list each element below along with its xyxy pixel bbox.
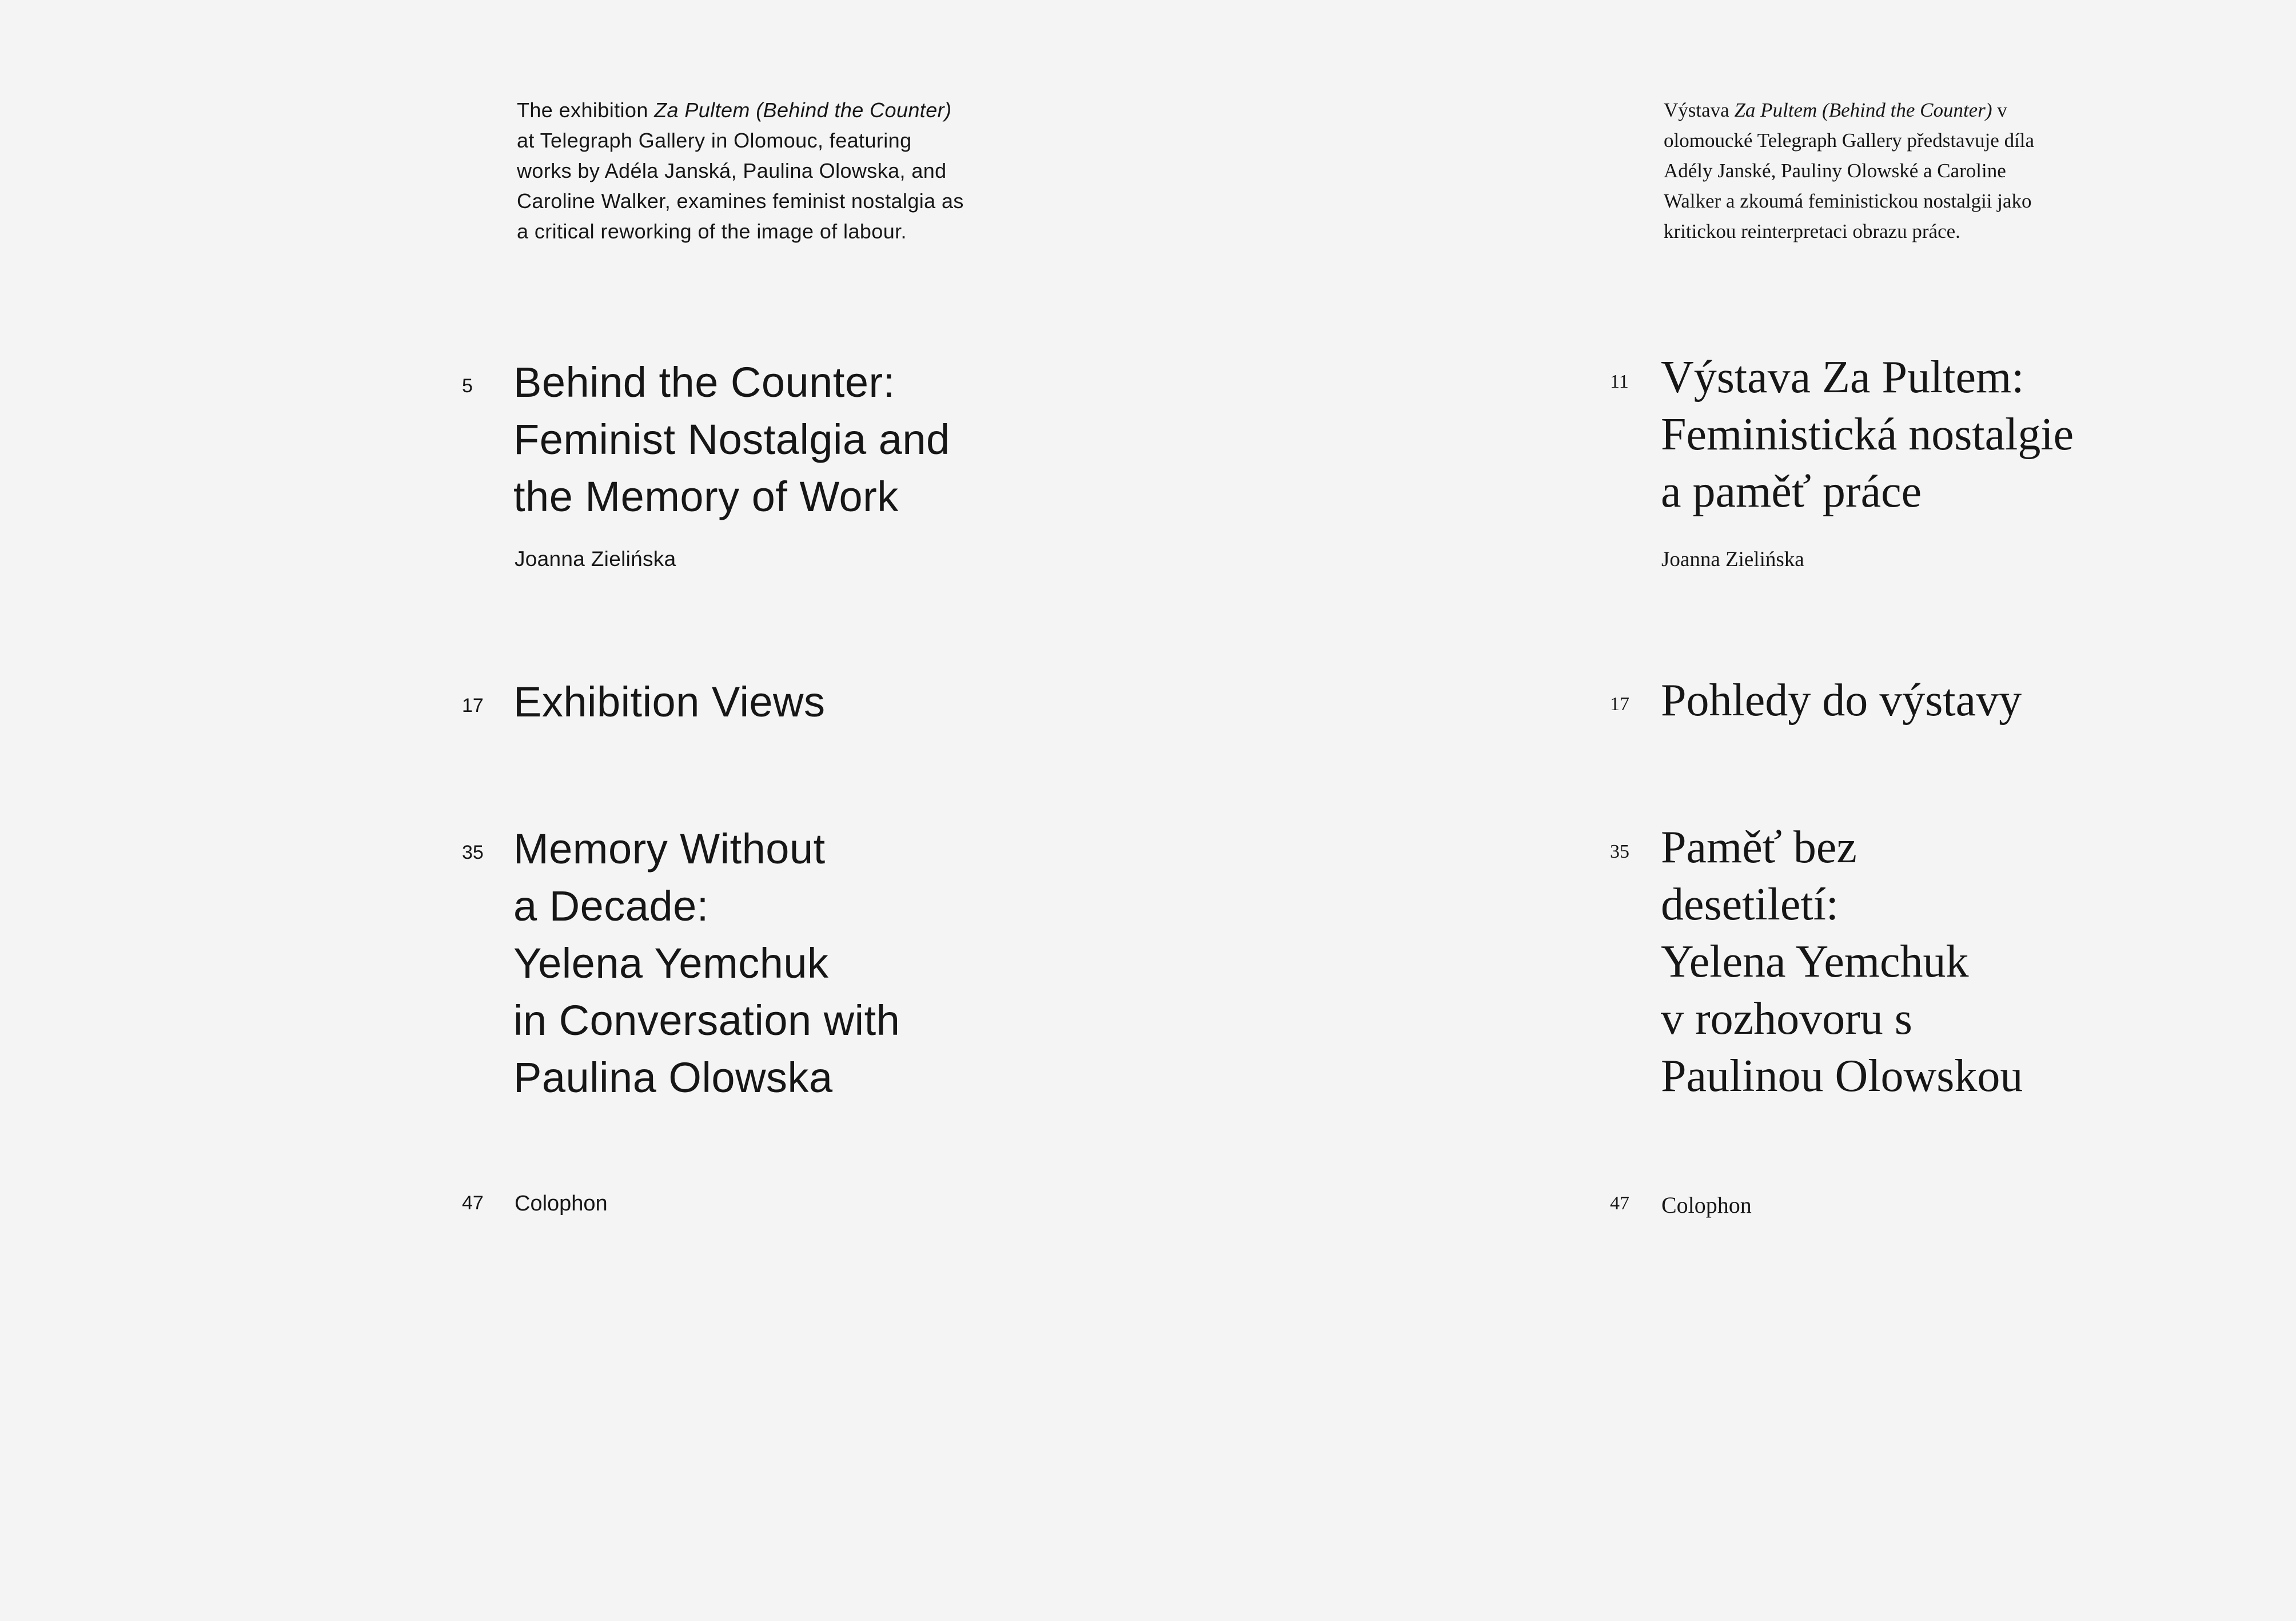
author-name: Joanna Zielińska xyxy=(1661,548,1804,571)
title-line: Yelena Yemchuk xyxy=(513,939,829,987)
title-line: Pohledy do výstavy xyxy=(1661,675,2022,726)
intro-paragraph xyxy=(517,95,964,246)
title-line: Feministická nostalgie xyxy=(1661,409,2074,460)
page-number: 11 xyxy=(1610,371,1629,392)
title-line: in Conversation with xyxy=(513,997,900,1044)
title-line: Paulinou Olowskou xyxy=(1661,1051,2023,1101)
entry-title xyxy=(1661,819,2023,1105)
page-number: 17 xyxy=(1610,694,1629,715)
exhibition-title-italic: Za Pultem (Behind the Counter) xyxy=(654,98,952,122)
intro-paragraph xyxy=(1664,95,2034,246)
exhibition-title-italic: Za Pultem (Behind the Counter) xyxy=(1734,99,1992,121)
intro-line: a critical reworking of the image of labour. xyxy=(517,220,907,243)
page-number: 47 xyxy=(462,1192,484,1214)
page-number: 17 xyxy=(462,695,484,716)
intro-text: v xyxy=(1992,99,2007,121)
entry-title: Colophon xyxy=(1661,1192,1752,1218)
intro-line xyxy=(1664,95,2034,125)
entry-title xyxy=(513,354,950,525)
intro-line xyxy=(517,95,964,125)
author-name: Joanna Zielińska xyxy=(515,547,676,571)
title-line: Paulina Olowska xyxy=(513,1054,833,1101)
title-line: Behind the Counter: xyxy=(513,359,895,406)
title-line: desetiletí: xyxy=(1661,879,1839,930)
intro-line: Walker a zkoumá feministickou nostalgii jako xyxy=(1664,190,2032,212)
title-line: Výstava Za Pultem: xyxy=(1661,352,2024,403)
intro-line: Caroline Walker, examines feminist nostalgia as xyxy=(517,189,964,213)
title-line: v rozhovoru s xyxy=(1661,994,1912,1044)
intro-text: The exhibition xyxy=(517,98,655,122)
title-line: the Memory of Work xyxy=(513,473,899,520)
intro-line: works by Adéla Janská, Paulina Olowska, and xyxy=(517,159,947,182)
entry-title xyxy=(513,821,900,1106)
title-line: Yelena Yemchuk xyxy=(1661,937,1969,987)
page-number: 5 xyxy=(462,375,473,397)
entry-title xyxy=(513,674,825,731)
title-line: Paměť bez xyxy=(1661,822,1857,873)
intro-line: Adély Janské, Pauliny Olowské a Caroline xyxy=(1664,160,2006,182)
title-line: Feminist Nostalgia and xyxy=(513,416,950,463)
entry-title xyxy=(1661,349,2074,520)
intro-line: at Telegraph Gallery in Olomouc, featuring xyxy=(517,129,912,152)
intro-line: olomoucké Telegraph Gallery představuje díla xyxy=(1664,129,2035,152)
page-number: 35 xyxy=(1610,841,1629,862)
title-line: Memory Without xyxy=(513,825,826,873)
page-number: 47 xyxy=(1610,1193,1629,1214)
page-number: 35 xyxy=(462,842,484,863)
intro-text: Výstava xyxy=(1664,99,1735,121)
title-line: a Decade: xyxy=(513,882,709,930)
intro-line: kritickou reinterpretaci obrazu práce. xyxy=(1664,220,1960,242)
entry-title xyxy=(1661,672,2022,729)
title-line: a paměť práce xyxy=(1661,467,1922,517)
entry-title: Colophon xyxy=(515,1192,608,1216)
title-line: Exhibition Views xyxy=(513,678,826,726)
